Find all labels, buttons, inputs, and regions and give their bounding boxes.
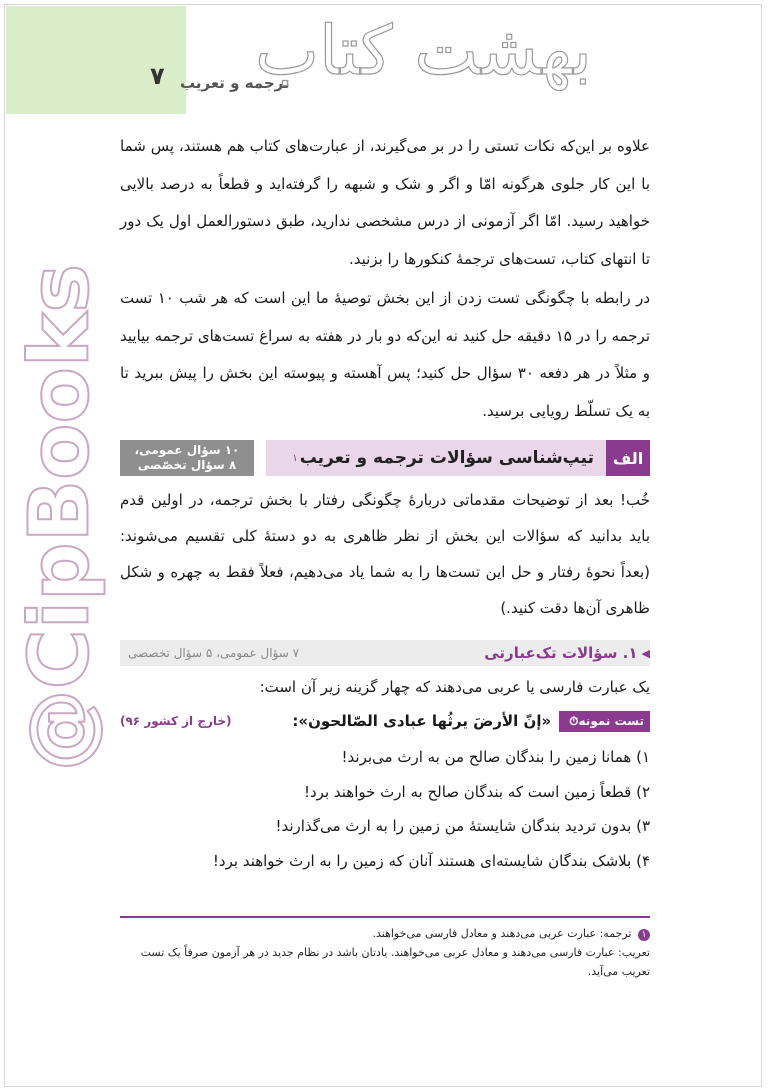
sample-source: (خارج از کشور ۹۶) (120, 714, 232, 728)
options-list (120, 740, 650, 878)
paragraph-1: علاوه بر این‌که نکات تستی را در بر می‌گیرند، از عبارت‌های کتاب هم هستند، پس شما با این کار جلوی هرگونه امّا و اگر و شک و شبهه را گرفته‌اید و قطعاً به درصد بالایی خواهید رسید. امّا اگر آزمونی از درس مشخصی ندارید، طبق دستورالعمل اول یک دور تا انتهای کتاب، تست‌های ترجمهٔ کنکورها را بزنید. (120, 137, 650, 268)
footnotes (120, 924, 650, 981)
option-4: ۴) بلاشک بندگان شایسته‌ای هستند آنان که زمین را به ارث خواهند برد! (212, 851, 650, 870)
section-header-main (266, 440, 606, 476)
footnote-ref: ۱ (292, 452, 298, 464)
brand-logo: بهشت کتاب (255, 12, 592, 91)
section-header-title: تیپ‌شناسی سؤالات ترجمه و تعریب (299, 448, 594, 468)
question-count-general: ۱۰ سؤال عمومی، (134, 443, 240, 457)
section-badge: الف (606, 440, 650, 476)
section-header (120, 440, 650, 476)
main-content (120, 128, 650, 878)
footnote-line-2: تعریب: عبارت فارسی می‌دهند و معادل عربی می‌خواهند. یادتان باشد در نظام جدید در هر آزمون صرفاً یک تست تعریب می‌آید. (140, 946, 650, 978)
paragraph-3: خُب! بعد از توضیحات مقدماتی دربارهٔ چگونگی رفتار با بخش ترجمه، در اولین قدم باید بدانید که سؤالات این بخش از نظر ظاهری به دو دستهٔ کلی تقسیم می‌شوند: (بعداً نحوهٔ رفتار و حل این تست‌ها را به شما یاد می‌دهیم، فعلاً فقط به چهره و شکل ظاهری آن‌ها دقت کنید.) (120, 491, 650, 617)
question-count-specialized: ۸ سؤال تخصّصی (137, 458, 237, 472)
question-count-box (120, 440, 254, 476)
section-title: ترجمه و تعریب (180, 74, 290, 92)
footnote-mark: ۱ (638, 929, 650, 941)
subsection-note: ۷ سؤال عمومی، ۵ سؤال تخصصی (128, 646, 300, 660)
subsection-title (484, 640, 650, 666)
intro-text: یک عبارت فارسی یا عربی می‌دهند که چهار گزینه زیر آن است: (259, 678, 650, 696)
footnote-divider (120, 916, 650, 918)
subsection-header (120, 640, 650, 666)
subsection-title-text: ۱. سؤالات تک‌عبارتی (484, 644, 638, 662)
footnote-line-1: ترجمه: عبارت عربی می‌دهند و معادل فارسی می‌خواهند. (372, 927, 632, 940)
sample-question (120, 708, 650, 734)
footnote-1 (120, 924, 650, 943)
option-1: ۱) همانا زمین را بندگان صالح من به ارث می‌برند! (341, 748, 650, 766)
option-3: ۳) بدون تردید بندگان شایستهٔ من زمین را به ارث می‌گذارند! (275, 817, 650, 835)
page-number: ۷ (150, 62, 165, 90)
corner-highlight (6, 6, 186, 114)
timer-icon: ⏱ (569, 713, 579, 728)
sample-badge-label: تست نمونه (578, 714, 644, 728)
watermark: @CipBooks (12, 263, 108, 772)
paragraph-2: در رابطه با چگونگی تست زدن از این بخش توصیهٔ ما این است که هر شب ۱۰ تست ترجمه را در ۱۵ دقیقه حل کنید نه این‌که دو بار در هفته به سراغ تست‌های ترجمه بیایید و مثلاً در هر دفعه ۳۰ سؤال حل کنید؛ پس آهسته و پیوسته این بخش را پیش ببرید تا به یک تسلّط رویایی برسید. (120, 289, 651, 420)
sample-badge (559, 711, 650, 732)
sample-arabic-text: «إنّ الأرضَ یرثُها عبادی الصّالحون»: (292, 712, 552, 730)
triangle-left-icon: ◀ (641, 646, 650, 660)
option-2: ۲) قطعاً زمین است که بندگان صالح به ارث خواهند برد! (303, 782, 650, 801)
